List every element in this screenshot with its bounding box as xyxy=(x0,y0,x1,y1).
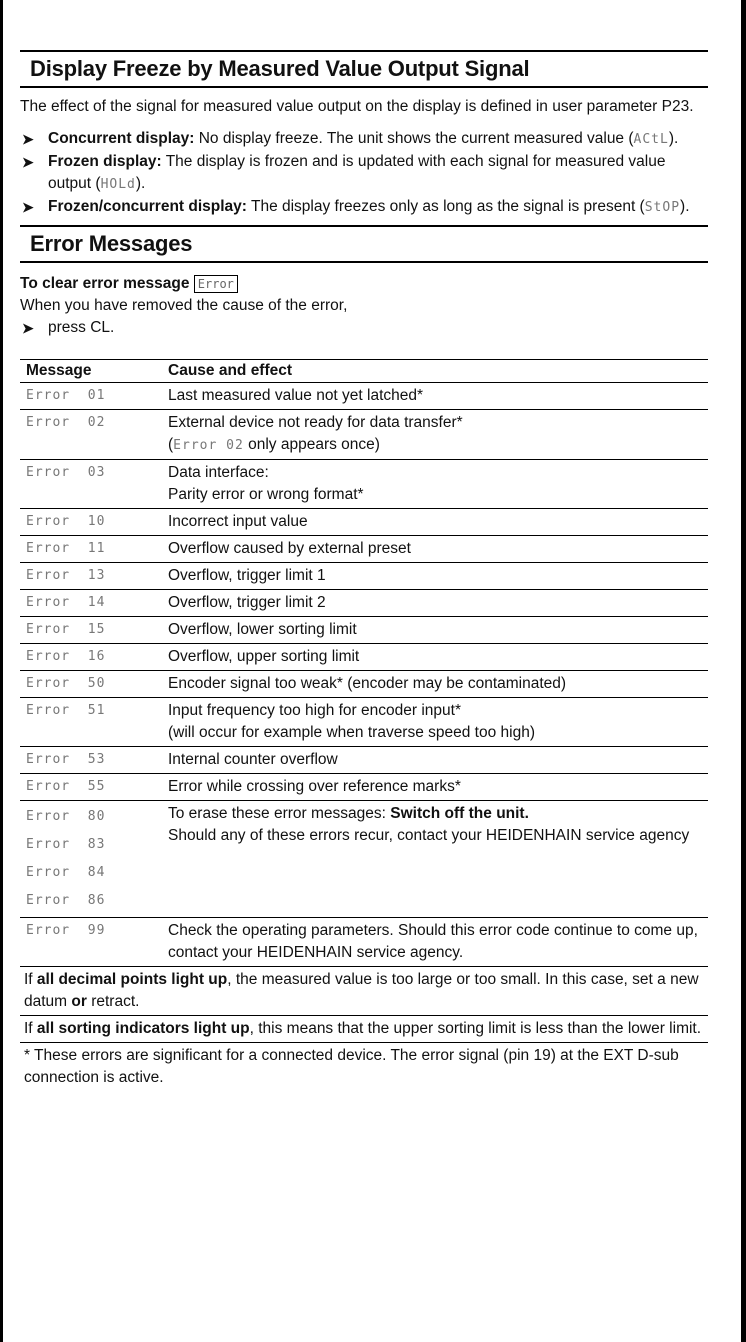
list-item: ➤ Frozen/concurrent display: The display freezes only as long as the signal is present (StOP). xyxy=(20,196,708,219)
error-code: Error 55 xyxy=(20,774,162,801)
note-decimal-points: If all decimal points light up, the measured value is too large or too small. In this case, set a new datum or retract. xyxy=(24,971,699,1010)
error-cause: Data interface: Parity error or wrong format* xyxy=(162,460,708,509)
table-row xyxy=(20,644,708,671)
display-mode-list xyxy=(20,128,708,219)
clear-error-heading: To clear error message Error xyxy=(20,273,708,295)
error-display-box: Error xyxy=(194,275,238,293)
page-edge-right xyxy=(741,0,746,1342)
error-code-group: Error 80 Error 83 Error 84 Error 86 xyxy=(20,801,162,918)
error-code: Error 11 xyxy=(20,536,162,563)
error-code: Error 15 xyxy=(20,617,162,644)
error-code: Error 13 xyxy=(20,563,162,590)
clear-step: ➤ press CL. xyxy=(20,317,708,339)
section-title-display-freeze: Display Freeze by Measured Value Output Signal xyxy=(30,56,530,81)
arrow-bullet-icon: ➤ xyxy=(22,154,34,170)
error-cause: Overflow, upper sorting limit xyxy=(162,644,708,671)
arrow-bullet-icon: ➤ xyxy=(22,199,34,215)
error-code: Error 10 xyxy=(20,509,162,536)
display-code: ACtL xyxy=(633,132,669,147)
error-cause: Incorrect input value xyxy=(162,509,708,536)
error-cause: Check the operating parameters. Should this error code continue to come up, contact your HEIDENHAIN service agency. xyxy=(162,918,708,967)
table-row xyxy=(20,774,708,801)
error-cause: External device not ready for data transfer* (Error 02 only appears once) xyxy=(162,410,708,460)
error-code: Error 02 xyxy=(20,410,162,460)
error-code: Error 53 xyxy=(20,747,162,774)
table-row xyxy=(20,509,708,536)
table-row xyxy=(20,801,708,918)
error-code: Error 99 xyxy=(20,918,162,967)
table-row xyxy=(20,460,708,509)
error-cause: Overflow, trigger limit 1 xyxy=(162,563,708,590)
error-table xyxy=(20,360,708,966)
error-cause: Overflow caused by external preset xyxy=(162,536,708,563)
table-row xyxy=(20,410,708,460)
section-title-error-messages: Error Messages xyxy=(30,231,193,256)
display-code: StOP xyxy=(644,200,681,215)
table-row xyxy=(20,747,708,774)
table-row xyxy=(20,698,708,747)
footnote: * These errors are significant for a connected device. The error signal (pin 19) at the EXT D-sub connection is active. xyxy=(24,1047,679,1086)
error-code: Error 03 xyxy=(20,460,162,509)
error-cause: To erase these error messages: Switch off the unit. Should any of these errors recur, contact your HEIDENHAIN service agency xyxy=(162,801,708,918)
error-cause: Last measured value not yet latched* xyxy=(162,383,708,410)
table-row xyxy=(20,671,708,698)
error-cause: Error while crossing over reference marks* xyxy=(162,774,708,801)
clear-error-text: When you have removed the cause of the error, xyxy=(20,297,348,314)
arrow-bullet-icon: ➤ xyxy=(22,320,34,336)
error-code: Error 01 xyxy=(20,383,162,410)
error-cause: Overflow, trigger limit 2 xyxy=(162,590,708,617)
table-row xyxy=(20,918,708,967)
error-code: Error 16 xyxy=(20,644,162,671)
table-row xyxy=(20,383,708,410)
error-code: Error 50 xyxy=(20,671,162,698)
document-page xyxy=(20,0,708,1091)
list-item: ➤ Concurrent display: No display freeze. The unit shows the current measured value (ACtL). xyxy=(20,128,708,151)
list-item: ➤ Frozen display: The display is frozen and is updated with each signal for measured value output (HOLd). xyxy=(22,153,666,192)
page-edge-left xyxy=(0,0,3,1342)
display-code: HOLd xyxy=(100,177,136,192)
error-code: Error 51 xyxy=(20,698,162,747)
error-cause: Encoder signal too weak* (encoder may be contaminated) xyxy=(162,671,708,698)
intro-paragraph: The effect of the signal for measured value output on the display is defined in user parameter P23. xyxy=(20,98,694,115)
table-row xyxy=(20,590,708,617)
error-cause: Input frequency too high for encoder input* (will occur for example when traverse speed too high) xyxy=(162,698,708,747)
error-code: Error 14 xyxy=(20,590,162,617)
arrow-bullet-icon: ➤ xyxy=(22,131,34,147)
table-row xyxy=(20,536,708,563)
note-sorting-indicators: If all sorting indicators light up, this means that the upper sorting limit is less than the lower limit. xyxy=(24,1020,702,1037)
column-header-message: Message xyxy=(26,362,92,379)
error-cause: Overflow, lower sorting limit xyxy=(162,617,708,644)
table-row xyxy=(20,563,708,590)
column-header-cause: Cause and effect xyxy=(168,362,293,379)
error-cause: Internal counter overflow xyxy=(162,747,708,774)
table-row xyxy=(20,617,708,644)
